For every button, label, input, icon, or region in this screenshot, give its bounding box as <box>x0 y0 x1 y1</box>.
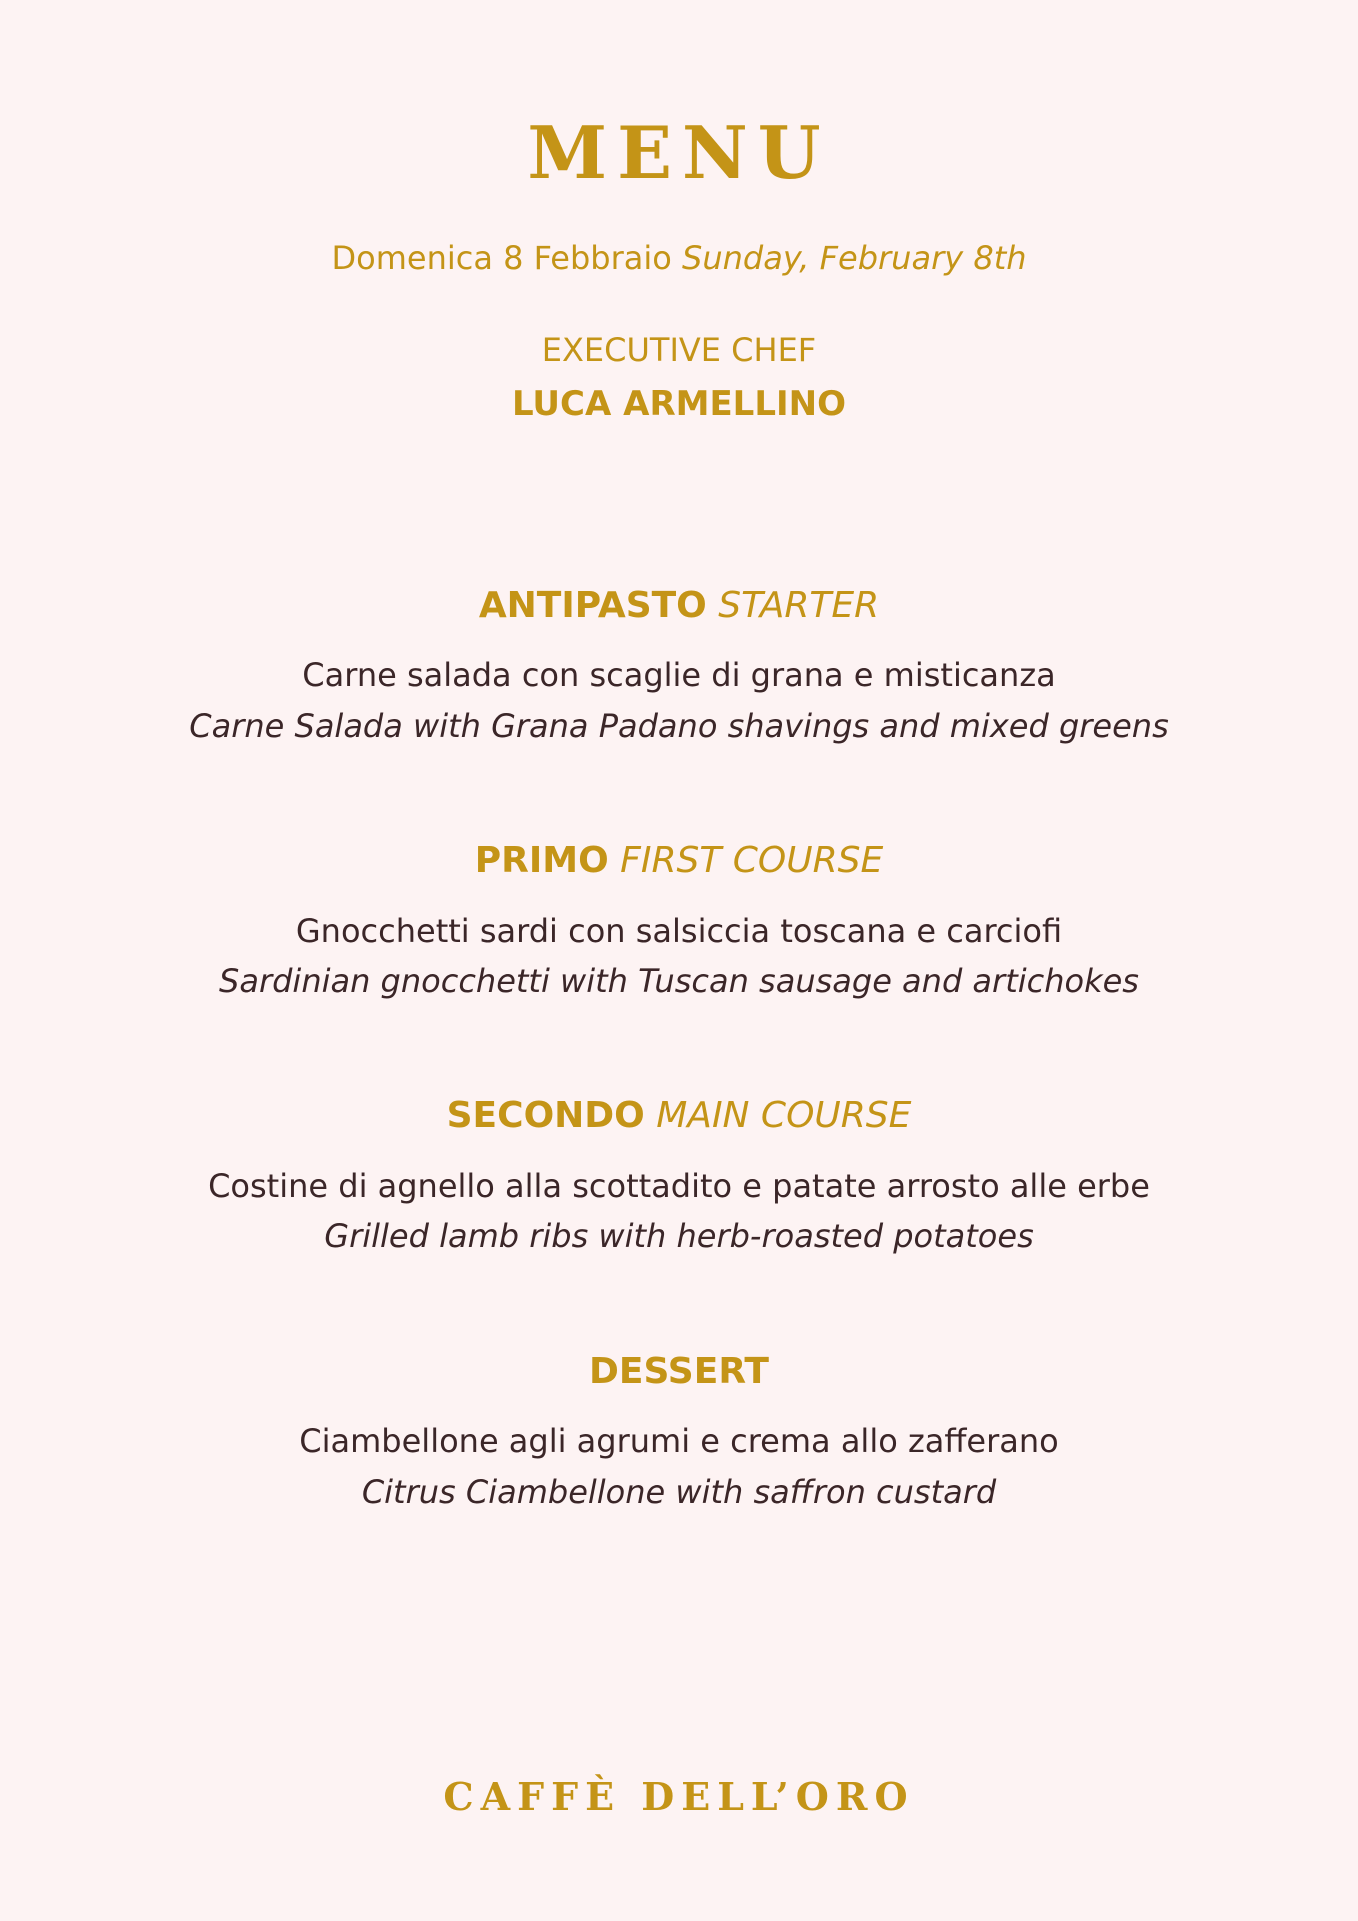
course-title-italian: SECONDO <box>446 1095 645 1136</box>
dish-english-antipasto: Carne Salada with Grana Padano shavings and mixed greens <box>189 707 1169 745</box>
dish-english-primo: Sardinian gnocchetti with Tuscan sausage and artichokes <box>219 962 1139 1000</box>
dish-italian-secondo: Costine di agnello alla scottadito e patate arrosto alle erbe <box>208 1167 1150 1205</box>
dish-italian-antipasto: Carne salada con scaglie di grana e misticanza <box>302 656 1056 694</box>
dish-italian-dessert: Ciambellone agli agrumi e crema allo zafferano <box>299 1422 1059 1460</box>
course-title-english: MAIN COURSE <box>656 1095 912 1136</box>
chef-role: EXECUTIVE CHEF <box>541 331 817 369</box>
menu-date <box>0 236 1358 280</box>
course-title-italian: DESSERT <box>589 1351 769 1392</box>
dish-english-secondo: Grilled lamb ribs with herb-roasted potatoes <box>324 1217 1034 1255</box>
dish-italian-primo: Gnocchetti sardi con salsiccia toscana e carciofi <box>295 912 1063 950</box>
course-title-primo <box>0 837 1358 885</box>
dish-english-dessert: Citrus Ciambellone with saffron custard <box>361 1473 997 1511</box>
course-title-italian: PRIMO <box>474 840 609 881</box>
course-title-antipasto <box>0 582 1358 630</box>
date-italian: Domenica 8 Febbraio <box>331 239 672 277</box>
chef-name: LUCA ARMELLINO <box>511 384 847 424</box>
course-title-italian: ANTIPASTO <box>478 585 707 626</box>
menu-title: MENU <box>527 110 831 195</box>
course-title-english: STARTER <box>718 585 880 626</box>
date-english: Sunday, February 8th <box>682 239 1027 277</box>
course-title-secondo <box>0 1092 1358 1140</box>
course-title-dessert <box>0 1348 1358 1396</box>
course-title-english: FIRST COURSE <box>620 840 884 881</box>
brand-logo: CAFFÈ DELL’ORO <box>443 1774 915 1819</box>
